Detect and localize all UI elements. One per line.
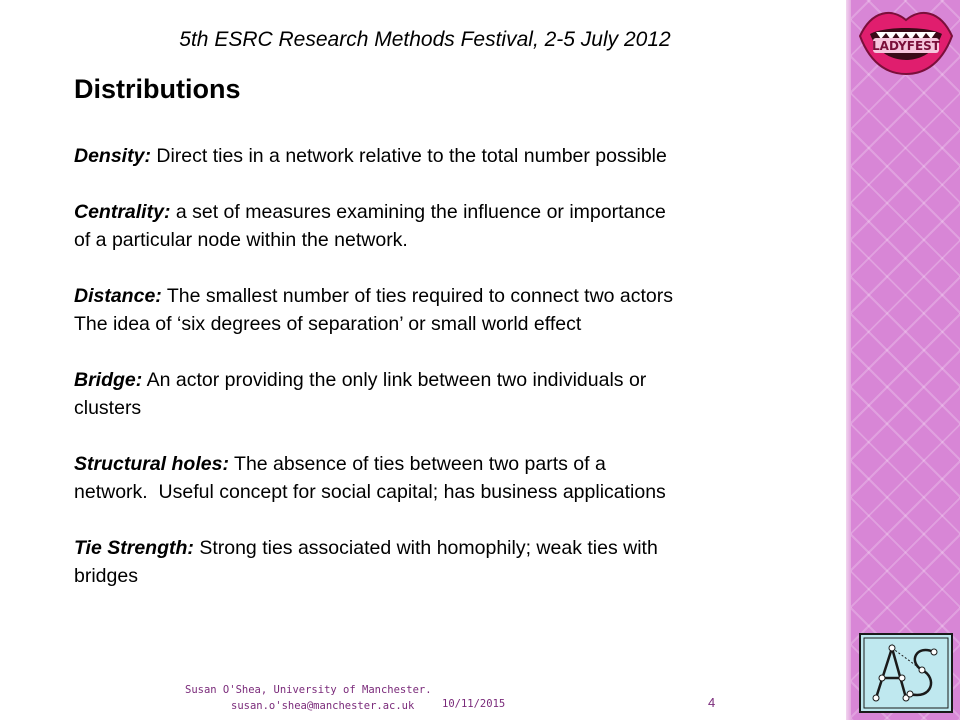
definition-term: Tie Strength: xyxy=(74,537,194,559)
definition-text: Strong ties associated with homophily; weak ties with xyxy=(199,537,658,559)
definition-term: Distance: xyxy=(74,285,162,307)
definition-line xyxy=(74,366,844,394)
definition-text: An actor providing the only link between two individuals or xyxy=(146,369,647,391)
definition-text: The idea of ‘six degrees of separation’ or small world effect xyxy=(74,313,582,335)
definition-tie-strength xyxy=(74,534,844,590)
footer-author xyxy=(185,682,435,714)
definition-text: clusters xyxy=(74,397,142,419)
definition-density xyxy=(74,142,844,170)
as-monogram-logo xyxy=(858,632,954,714)
definition-term: Density: xyxy=(74,145,151,167)
definition-line xyxy=(74,142,844,170)
slide-heading: Distributions xyxy=(74,74,241,104)
footer-date: 10/11/2015 xyxy=(442,698,506,710)
ladyfest-logo xyxy=(856,2,956,78)
footer-author-name: Susan O'Shea, University of Manchester. xyxy=(185,684,432,696)
definition-term: Structural holes: xyxy=(74,453,229,475)
page-number: 4 xyxy=(708,695,716,710)
side-decorative-band xyxy=(851,0,960,720)
footer-author-email: susan.o'shea@manchester.ac.uk xyxy=(231,700,415,712)
definition-text: network. Useful concept for social capital; has business applications xyxy=(74,481,666,503)
definition-term: Centrality: xyxy=(74,201,171,223)
definition-line xyxy=(74,534,844,562)
definition-centrality xyxy=(74,198,844,254)
definition-bridge xyxy=(74,366,844,422)
definition-text: Direct ties in a network relative to the total number possible xyxy=(156,145,667,167)
ladyfest-logo-text: LADYFEST xyxy=(872,39,940,53)
definition-text: of a particular node within the network. xyxy=(74,229,408,251)
definition-term: Bridge: xyxy=(74,369,143,391)
conference-title: 5th ESRC Research Methods Festival, 2-5 July 2012 xyxy=(179,28,671,51)
definition-structural-holes xyxy=(74,450,844,506)
definition-line xyxy=(74,282,844,310)
definition-distance xyxy=(74,282,844,338)
definition-line xyxy=(74,198,844,226)
definition-text: a set of measures examining the influence or importance xyxy=(175,201,666,223)
definition-line xyxy=(74,450,844,478)
definition-text: bridges xyxy=(74,565,138,587)
definition-text: The absence of ties between two parts of a xyxy=(234,453,606,475)
definition-text: The smallest number of ties required to connect two actors xyxy=(166,285,674,307)
definitions-list xyxy=(74,142,844,618)
